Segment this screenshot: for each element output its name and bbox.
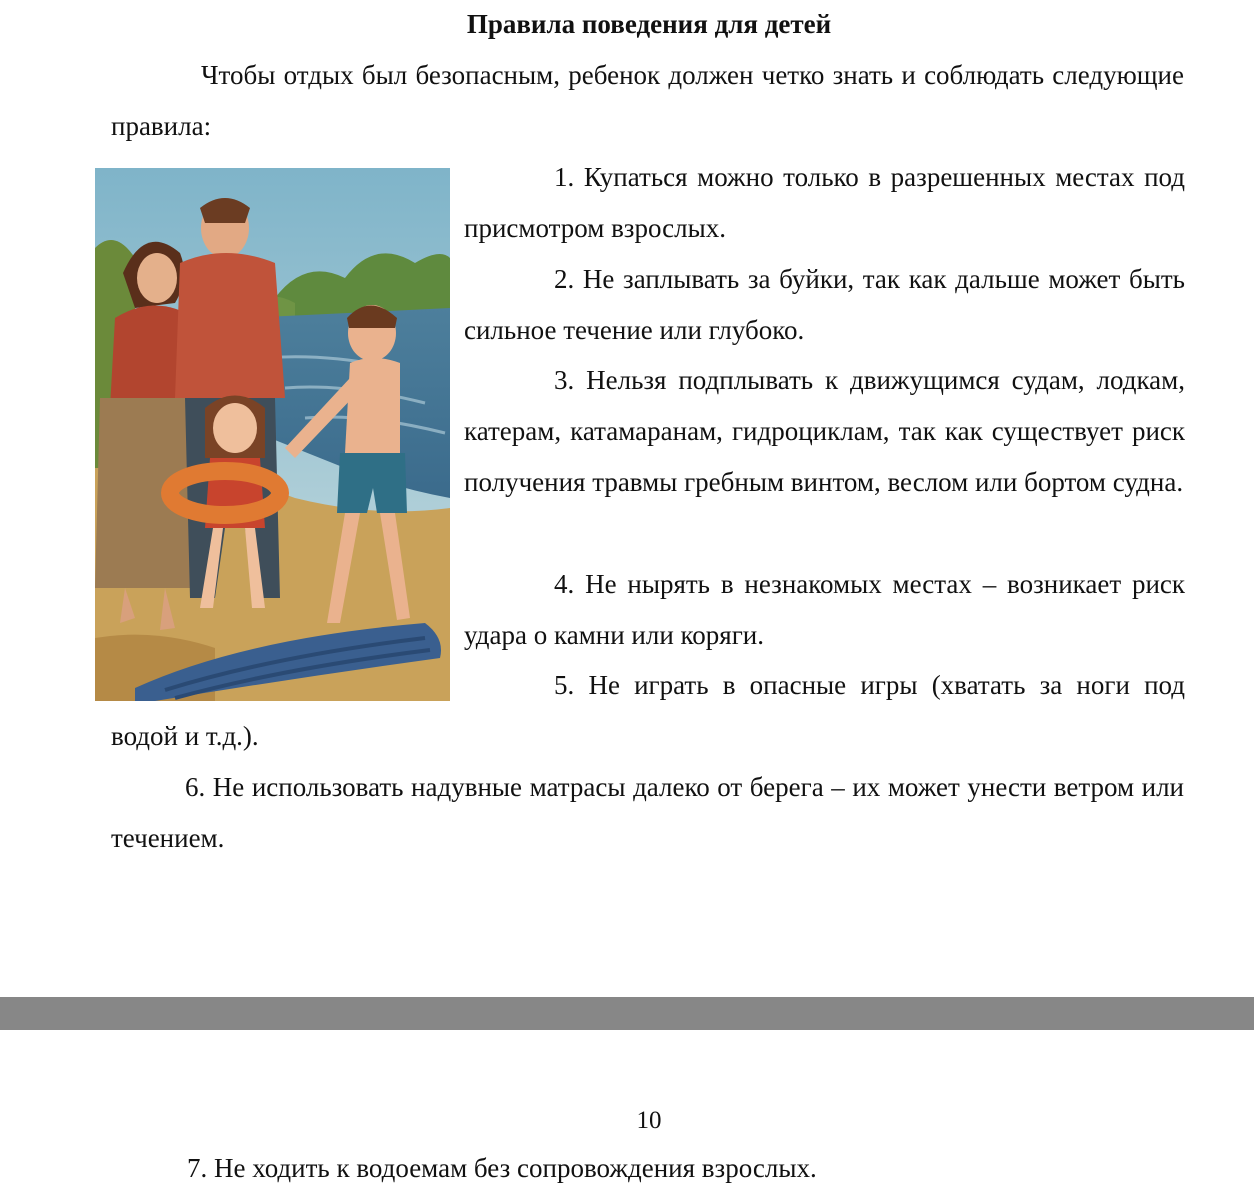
intro-paragraph: Чтобы отдых был безопасным, ребенок должен четко знать и соблюдать следующие правила: xyxy=(111,60,1184,141)
rule-1: 1. Купаться можно только в разрешенных местах под присмотром взрослых. xyxy=(464,162,1185,243)
page-number: 10 xyxy=(636,1107,662,1134)
rule-4: 4. Не нырять в незнакомых местах – возникает риск удара о камни или коряги. xyxy=(464,569,1185,650)
rule-6: 6. Не использовать надувные матрасы далеко от берега – их может унести ветром или течением. xyxy=(111,772,1184,853)
page-gap xyxy=(0,997,1254,1030)
rule-5: 5. Не играть в опасные игры (хватать за ноги под xyxy=(554,670,1185,700)
rule-5-continuation: водой и т.д.). xyxy=(111,721,259,751)
rule-3: 3. Нельзя подплывать к движущимся судам, лодкам, катерам, катамаранам, гидроциклам, так как существует риск получения травмы гребным винтом, веслом или бортом судна. xyxy=(464,365,1185,497)
rule-2: 2. Не заплывать за буйки, так как дальше может быть сильное течение или глубоко. xyxy=(464,264,1185,345)
document-title: Правила поведения для детей xyxy=(466,9,832,39)
rule-7: 7. Не ходить к водоемам без сопровождения взрослых. xyxy=(187,1153,817,1183)
family-beach-illustration xyxy=(95,168,450,701)
